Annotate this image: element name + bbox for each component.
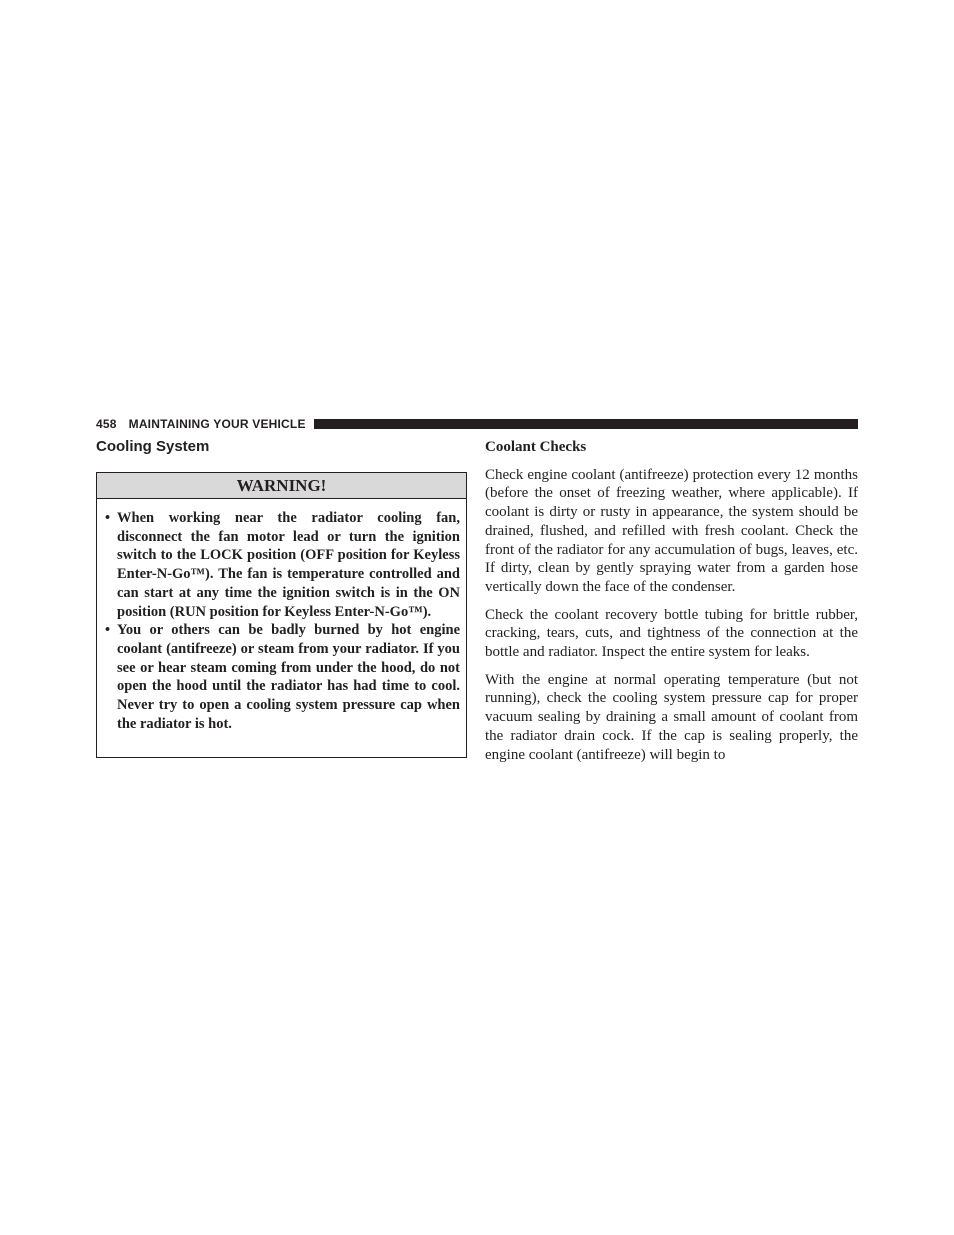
warning-box bbox=[96, 472, 467, 758]
coolant-checks-heading: Coolant Checks bbox=[485, 439, 587, 455]
warning-list bbox=[97, 499, 466, 733]
section-title: MAINTAINING YOUR VEHICLE bbox=[128, 417, 306, 431]
header-rule bbox=[314, 419, 858, 429]
body-paragraph: Check engine coolant (antifreeze) protection every 12 months (before the onset of freezing weather, where applicable). If coolant is dirty or rusty in appearance, the system should be drained, flushed, and refilled with fresh coolant. Check the front of the radiator for any accumulation of bugs, leaves, etc. If dirty, clean by gently spraying water from a garden hose vertically down the face of the condenser. bbox=[485, 466, 858, 595]
bullet-icon: • bbox=[105, 622, 111, 639]
page-number: 458 bbox=[96, 417, 117, 431]
bullet-icon: • bbox=[105, 510, 111, 526]
body-paragraph: Check the coolant recovery bottle tubing for brittle rubber, cracking, tears, cuts, and tightness of the connection at the bottle and radiator. Inspect the entire system for leaks. bbox=[485, 606, 858, 661]
body-paragraph: With the engine at normal operating temperature (but not running), check the cooling system pressure cap for proper vacuum sealing by draining a small amount of coolant from the radiator drain cock. If the cap is sealing properly, the engine coolant (antifreeze) will begin to bbox=[485, 671, 858, 763]
cooling-system-heading: Cooling System bbox=[96, 438, 210, 455]
warning-title: WARNING! bbox=[97, 473, 466, 499]
page-header bbox=[96, 417, 858, 431]
right-column bbox=[485, 438, 858, 773]
warning-item: • When working near the radiator cooling fan, disconnect the fan motor lead or turn the ignition switch to the LOCK position (OFF position for Keyless Enter-N-Go™). The fan is temperature controlled and can start at any time the ignition switch is in the ON position (RUN position for Keyless Enter-N-Go™). bbox=[105, 510, 460, 620]
warning-item: • You or others can be badly burned by hot engine coolant (antifreeze) or steam from your radiator. If you see or hear steam coming from under the hood, do not open the hood until the radiator has had time to cool. Never try to open a cooling system pressure cap when the radiator is hot. bbox=[105, 622, 460, 732]
